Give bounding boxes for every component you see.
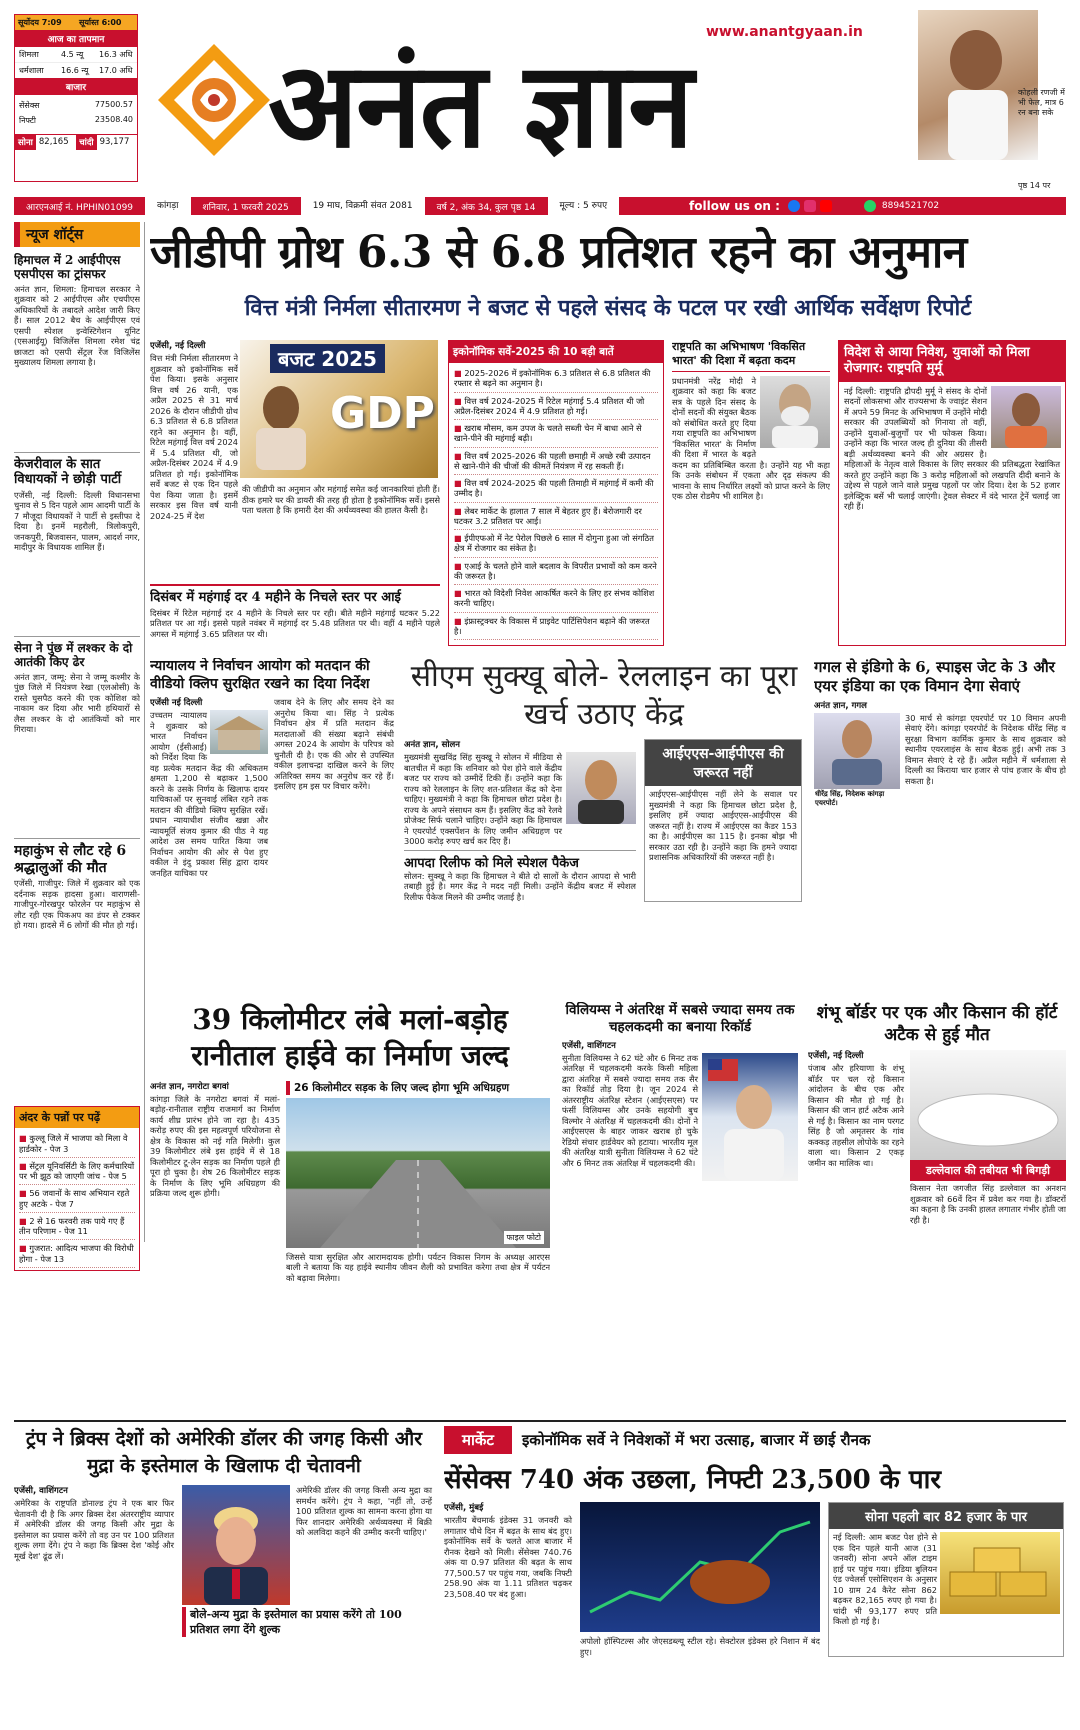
weather-market-box	[14, 14, 138, 182]
minister-portrait-icon	[246, 380, 316, 470]
short-item: महाकुंभ से लौट रहे 6 श्रद्धालुओं की मौत एजेंसी, गाजीपुर: जिले में शुक्रवार को एक दर्दनाक सड़क हादसा हुआ। वाराणसी-गाजीपुर-गोरखपुर फोरलेन पर महाकुंभ से लौट रही एक पिकअप का डंपर से टक्कर हो गया। हादसे में 6 लोगों की मौत हो गई।	[14, 838, 140, 1099]
market-row: निफ्टी 23508.40	[19, 115, 133, 125]
market-section: मार्केट इकोनॉमिक सर्वे ने निवेशकों में भरा उत्साह, बाजार में छाई रौनक सेंसेक्स 740 अंक उछला, निफ्टी 23,500 के पार एजेंसी, मुंबई भारतीय बेंचमार्क इंडेक्स 31 जनवरी को लगातार चौथे दिन में बढ़त के साथ बंद हुए। इकोनॉमिक सर्वे के चलते आज बाजार में रौनक देखने को मिली। सेंसेक्स 740.76 अंक या 0.97 प्रतिशत की बढ़त के साथ 77,500.57 पर पहुंच गया, जबकि निफ्टी 258.90 अंक या 1.11 प्रतिशत चढ़कर 23,508.40 पर बंद हुआ। अपोलो हॉस्पिटल्स और जेएसडब्ल्यू स्टील रहे। सेक्टोरल इंडेक्स हरे निशान में बंद हुए। सोना पहली बार 82 हजार के पार नई दिल्ली: आम बजट पेश होने से एक दिन पहले यानी आज (31 जनवरी) सोना अपने ऑल टाइम हाई पर पहुंच गया। इंडिया बुलियन एंड ज्वेलर्स एसोसिएशन के अनुसार 10 ग्राम 24 कैरेट सोना 862 बढ़कर 82,165 रुपए हो गया है। चांदी भी 93,177 रुपए प्रति किलो हो गई है।	[444, 1426, 1066, 1724]
survey-point: ■ खराब मौसम, कम उपज के चलते सब्जी चेन में बाधा आने से खाने-पीने की महंगाई बढ़ी।	[454, 420, 658, 448]
temp-title: आज का तापमान	[15, 30, 137, 47]
survey-point: ■ एआई के चलते होने वाले बदलाव के विपरीत प्रभावों को कम करने की जरूरत है।	[454, 558, 658, 586]
cm-portrait-icon	[566, 752, 636, 824]
budget-label: बजट 2025	[270, 344, 385, 373]
director-photo: धीरेंद्र सिंह, निदेशक कांगड़ा एयरपोर्ट।	[814, 713, 900, 799]
phone-number: 8894521702	[881, 201, 940, 211]
shambhu-story: शंभू बॉर्डर पर एक और किसान की हॉर्ट अटैक से हुई मौत एजेंसी, नई दिल्ली पंजाब और हरियाणा के शंभू बॉर्डर पर चल रहे किसान आंदोलन के बीच एक और किसान की मौत हो गई है। किसान की जान हार्ट अटैक आने से गई है। किसान का नाम परगट सिंह है जो अमृतसर के गांव कक्कड़ तहसील लोपोके का रहने वाला था। किसान 2 एकड़ जमीन का मालिक था। डल्लेवाल की तबीयत भी बिगड़ी किसान नेता जगजीत सिंह डल्लेवाल का अनशन शुक्रवार को 66वें दिन में प्रवेश कर गया है। डॉक्टरों का कहना है कि उनकी हालत लगातार गंभीर होती जा रही है।	[808, 1003, 1066, 1225]
covered-body-icon	[910, 1050, 1066, 1160]
sunset: सूर्यास्त 6:00	[79, 18, 122, 27]
follow-label: follow us on :	[689, 199, 780, 213]
ias-headline: आईएएस-आईपीएस की जरूरत नहीं	[645, 740, 801, 786]
survey-point: ■ वित्त वर्ष 2024-2025 की पहली तिमाही में महंगाई में कमी की उम्मीद है।	[454, 475, 658, 503]
instagram-icon[interactable]	[804, 200, 816, 212]
short-item: सेना ने पुंछ में लश्कर के दो आतंकी किए ढेर अनंत ज्ञान, जम्मू: सेना ने जम्मू कश्मीर के पुंछ जिले में नियंत्रण रेखा (एलओसी) के रास्ते घुसपैठ करने की एक कोशिश को नाकाम कर दिया और भारी हथियारों से लैस लश्कर के दो आतंकियों को मार गिराया।	[14, 636, 140, 832]
inflation-box: दिसंबर में महंगाई दर 4 महीने के निचले स्तर पर आई दिसंबर में रिटेल महंगाई दर 4 महीने के निचले स्तर पर रही। बीते महीने महंगाई घटकर 5.22 प्रतिशत पर आ गई। इससे पहले नवंबर में महंगाई दर 5.48 प्रतिशत पर थी। वहीं 4 महीने पहले अगस्त में महंगाई 3.65 प्रतिशत पर थी।	[150, 584, 440, 648]
promo-photo	[918, 10, 1038, 160]
cricketer-portrait-icon	[918, 10, 1038, 160]
president-story: राष्ट्रपति का अभिभाषण 'विकसित भारत' की दिशा में बढ़ता कदम प्रधानमंत्री नरेंद्र मोदी ने शुक्रवार को कहा कि बजट सत्र के पहले दिन संसद के दोनों सदनों की संयुक्त बैठक को संबोधित करते हुए दिया गया राष्ट्रपति का अभिभाषण 'विकसित भारत' के निर्माण की दिशा में भारत के बढ़ते कदम का प्रतिबिम्बित करता है। उन्होंने यह भी कहा कि उनके संबोधन में एकता और दृढ़ संकल्प की भावना के साथ निर्धारित लक्ष्यों को प्राप्त करने के लिए एक ठोस रोडमैप भी शामिल है।	[672, 340, 830, 501]
trump-photo	[182, 1485, 290, 1605]
court-building-icon	[210, 710, 268, 754]
gold-headline: सोना पहली बार 82 हजार के पार	[829, 1503, 1063, 1529]
inside-item: ■ 2 से 16 फरवरी तक पाये गए हैं तीन परिणाम - पेज 11	[19, 1213, 135, 1241]
astronaut-photo	[702, 1053, 798, 1181]
inside-item: ■ कुल्लू जिले में भाजपा को मिला वे हार्डकोर - पेज 3	[19, 1130, 135, 1158]
website-link[interactable]: www.anantgyaan.in	[706, 24, 863, 40]
promo-page: पृष्ठ 14 पर	[1018, 181, 1051, 190]
sukhu-photo	[566, 752, 636, 824]
survey-point: ■ वित्त वर्ष 2025-2026 की पहली छमाही में अच्छे रबी उत्पादन से खाने-पीने की चीजों की कीमतें नियंत्रण में रह सकती हैं।	[454, 448, 658, 476]
bull-market-icon	[580, 1502, 820, 1632]
williams-story: विलियम्स ने अंतरिक्ष में सबसे ज्यादा समय तक चहलकदमी का बनाया रिकॉर्ड एजेंसी, वाशिंगटन सुनीता विलियम्स ने 62 घंटे और 6 मिनट तक अंतरिक्ष में चहलकदमी करके किसी महिला द्वारा अंतरिक्ष में सबसे ज्यादा समय तक सैर का रिकॉर्ड तोड़ दिया है। जून 2024 से अंतरराष्ट्रीय अंतरिक्ष स्टेशन (आईएसएस) पर फंसीं विलियम्स और उनके सहयोगी बुच विल्मोर ने अंतरिक्ष में चहलकदमी की। दोनों ने आईएसएस के बाहर जाकर खराब हो चुके रेडियो संचार हार्डवेयर को हटाया। भारतीय मूल की अंतरिक्ष यात्री सुनीता विलियम्स ने 62 घंटे और 6 मिनट तक अंतरिक्ष में चहलकदमी की।	[562, 1002, 798, 1414]
info-bar	[14, 197, 1066, 215]
temp-row: धर्मशाला 16.6 न्यू 17.0 अधि	[19, 66, 133, 75]
temp-row: शिमला 4.5 न्यू 16.3 अधि	[15, 47, 137, 63]
section-rule	[14, 1420, 1066, 1422]
masthead-title: अनंत ज्ञान	[268, 35, 692, 174]
trump-pull-quote: बोले-अन्य मुद्रा के इस्तेमाल का प्रयास करेंगे तो 100 प्रतिशत लगा देंगे शुल्क	[182, 1607, 432, 1637]
rni-number: आरएनआई नं. HPHIN01099	[26, 202, 134, 213]
lead-subhead: वित्त मंत्री निर्मला सीतारमण ने बजट से पहले संसद के पटल पर रखी आर्थिक सर्वेक्षण रिपोर्ट	[244, 296, 972, 321]
supreme-court-photo	[210, 710, 268, 754]
shorts-title: न्यूज शॉर्ट्स	[14, 222, 140, 247]
survey-point: ■ वित्त वर्ष 2024-2025 में रिटेल महंगाई 5.4 प्रतिशत थी जो अप्रैल-दिसंबर 2024 में 4.9 प्रतिशत हो गई।	[454, 393, 658, 421]
modi-photo	[760, 376, 830, 448]
astronaut-portrait-icon	[702, 1053, 798, 1181]
gaggal-story: गगल से इंडिगो के 6, स्पाइस जेट के 3 और एयर इंडिया का एक विमान देगा सेवाएं अनंत ज्ञान, गगल धीरेंद्र सिंह, निदेशक कांगड़ा एयरपोर्ट। 30 मार्च से कांगड़ा एयरपोर्ट पर 10 विमान अपनी सेवाएं देंगे। कांगड़ा एयरपोर्ट के निदेशक धीरेंद्र सिंह व सुरक्षा विभाग कार्मिक कुमार के साथ शुक्रवार को स्थानीय एयरलाइंस के साथ बैठक हुई। अभी तक 3 विमान सेवाएं दे रहे हैं। अप्रैल महीने में धर्मशाला से दिल्ली का किराया चार हजार से पांच हजार के बीच हो सकता है।	[814, 658, 1066, 807]
inside-item: ■ 56 जवानों के साथ अभियान रहते हुए अटके - पेज 7	[19, 1185, 135, 1213]
price: मूल्य : 5 रुपए	[548, 197, 620, 215]
survey-title: इकोनॉमिक सर्वे-2025 की 10 बड़ी बातें	[449, 341, 663, 363]
lead-col2: की जीडीपी का अनुमान और महंगाई समेत कई जानकारियां होती हैं। ठीक हमारे घर की डायरी की तरह ही होता है इकोनॉमिक सर्वे। इससे पता चलता है कि हमारी देश की अर्थव्यवस्था की हालत कैसी है।	[242, 484, 440, 515]
survey-box	[448, 340, 664, 646]
market-tag: मार्केट	[444, 1426, 512, 1454]
sunrise: सूर्योदय 7:09	[18, 18, 62, 27]
inside-title: अंदर के पन्नों पर पढ़ें	[15, 1107, 139, 1128]
youtube-icon[interactable]	[820, 200, 832, 212]
lead-col1: एजेंसी, नई दिल्ली वित्त मंत्री निर्मला सीतारमण ने शुक्रवार को इकोनॉमिक सर्वे पेश किया। इसके अनुसार वित्त वर्ष 26 यानी, एक अप्रैल 2025 से 31 मार्च 2026 के दौरान जीडीपी ग्रोथ 6.3 प्रतिशत से 6.8 प्रतिशत रहने का अनुमान है। वहीं, रिटेल महंगाई वित्त वर्ष 2024 में 5.4 प्रतिशत थी, जो अप्रैल-दिसंबर 2024 में 4.9 प्रतिशत हो गई। इकोनॉमिक सर्वे बजट से एक दिन पहले पेश किया जाता है। इसमें सरकार इस वित्त वर्ष यानी 2024-25 में देश	[150, 341, 238, 521]
samvat: 19 माघ, विक्रमी संवत 2081	[301, 197, 425, 215]
gold-bars-image	[940, 1532, 1060, 1614]
sukhu-story: सीएम सुक्खू बोले- रेललाइन का पूरा खर्च उठाए केंद्र अनंत ज्ञान, सोलन मुख्यमंत्री सुखविंद्र सिंह सुक्खू ने सोलन में मीडिया से बातचीत में कहा कि शनिवार को पेश होने वाले केंद्रीय बजट पर राज्य को उम्मीदें टिकी हैं। उन्होंने कहा कि राज्य को रेललाइन के लिए शत-प्रतिशत केंद्र को देना चाहिए। मुख्यमंत्री ने कहा कि हिमाचल छोटा प्रदेश है। राज्य के अपने संसाधन कम हैं। इसलिए केंद्र को रेलवे प्रोजेक्ट सिर्फ चलाने चाहिए। उन्होंने कहा कि हिमाचल ने एयरपोर्ट एक्सपेंशन के लिए जमीन अधिग्रहण पर 3000 करोड़ रुपए खर्च कर दिए हैं। आपदा रिलीफ को मिले स्पेशल पैकेज सोलन: सुक्खू ने कहा कि हिमाचल ने बीते दो सालों के दौरान आपदा से भारी तबाही हुई है। मगर केंद्र ने मदद नहीं मिली। उन्होंने केंद्रीय बजट में स्पेशल रिलीफ पैकेज मिलने की उम्मीद जताई है। आईएएस-आईपीएस की जरूरत नहीं आईएएस-आईपीएस नहीं लेने के सवाल पर मुख्यमंत्री ने कहा कि हिमाचल छोटा प्रदेश है, इसलिए हमें ज्यादा आईएएस-आईपीएस की जरूरत नहीं है। राज्य में आईएएस का कैडर 153 का है। आईपीएस का 115 है। इनका बोझ भी सरकार उठा रही है। उन्होंने कहा कि हमने ज्यादा प्रशासनिक अधिकारियों की जरूरत नहीं है।	[404, 658, 804, 988]
inside-item: ■ सेंट्रल यूनिवर्सिटी के लिए कर्मचारियों पर भी झूठ को जाएगी जांच - पेज 5	[19, 1158, 135, 1186]
facebook-icon[interactable]	[788, 200, 800, 212]
gdp-label: GDP	[330, 388, 435, 439]
date: शनिवार, 1 फरवरी 2025	[202, 202, 289, 213]
diamond-logo-icon	[152, 38, 276, 162]
short-item: हिमाचल में 2 आईपीएस एसपीएस का ट्रांसफर अनंत ज्ञान, शिमला: हिमाचल सरकार ने शुक्रवार को 2 आईपीएस और एचपीएस अधिकारियों के तबादले आदेश जारी किए हैं। साल 2012 बैच के आईपीएस एवं एसपी स्पेशल इन्वेस्टिगेशन यूनिट (एसआईयू) विजिलेंस शिमला रमेश चंद्र छाजटा को एसपी सेंट्रल रेंज विजिलेंस मुख्यालय शिमला लगाया है।	[14, 253, 140, 368]
market-row: सेंसेक्स 77500.57	[19, 100, 133, 110]
trump-portrait-icon	[182, 1485, 290, 1605]
whatsapp-icon[interactable]	[864, 200, 876, 212]
highway-subhead: 26 किलोमीटर सड़क के लिए जल्द होगा भूमि अधिग्रहण	[286, 1081, 550, 1095]
survey-point: ■ 2025-2026 में इकोनॉमिक 6.3 प्रतिशत से 6.8 प्रतिशत की रफ्तार से बढ़ने का अनुमान है।	[454, 365, 658, 393]
survey-point: ■ ईपीएफओ में नेट पेरोल पिछले 6 साल में दोगुना हुआ जो संगठित क्षेत्र में रोजगार का संकेत है।	[454, 530, 658, 558]
farmer-photo	[910, 1050, 1066, 1160]
pm-portrait-icon	[760, 376, 830, 448]
market-headline: सेंसेक्स 740 अंक उछला, निफ्टी 23,500 के पार	[444, 1465, 941, 1495]
promo-caption: कोहली रणजी में भी फेल, मात्र 6 रन बना सके	[1018, 88, 1065, 117]
survey-point: ■ इंफ्रास्ट्रक्चर के विकास में प्राइवेट पार्टिसिपेशन बढ़ाने की जरूरत है।	[454, 613, 658, 641]
lead-headline: जीडीपी ग्रोथ 6.3 से 6.8 प्रतिशत रहने का अनुमान	[150, 227, 967, 278]
gold-silver-row: सोना 82,165 चांदी 93,177	[15, 134, 137, 150]
column-rule	[144, 222, 145, 1242]
photo-label: फाइल फोटो	[504, 1231, 544, 1244]
murmu-story: विदेश से आया निवेश, युवाओं को मिला रोजगार: राष्ट्रपति मुर्मू नई दिल्ली: राष्ट्रपति द्रौपदी मुर्मू ने संसद के दोनों सदनों लोकसभा और राज्यसभा के ज्वाइंट सेशन में अपने 59 मिनट के अभिभाषण में उन्होंने मोदी सरकार की उपलब्धियों को गिनाया तो वहीं, उन्होंने युवाओं-बुजुर्गों पर भी फोकस किया। उन्होंने कहा कि भारत जल्द ही दुनिया की तीसरी बड़ी अर्थव्यवस्था बनने की ओर अग्रसर है। महिलाओं के नेतृत्व वाले विकास के लिए सरकार की प्रतिबद्धता रेखांकित करते हुए उन्होंने कहा कि 3 करोड़ महिलाओं को लखपति दीदी बनाने के उद्देश्य से पहले जाने वाले प्रमुख पहलों पर जोर दिया। देश के 52 हजार इलेक्ट्रिक बसें भी चलाई जाएंगी। ट्रेवल सेक्टर में वंदे भारत ट्रेनें चलाई जा रही हैं।	[838, 340, 1066, 646]
trump-story: ट्रंप ने ब्रिक्स देशों को अमेरिकी डॉलर की जगह किसी और मुद्रा के इस्तेमाल के खिलाफ दी चेतावनी एजेंसी, वाशिंगटन अमेरिका के राष्ट्रपति डोनाल्ड ट्रंप ने एक बार फिर चेतावनी दी है कि अगर ब्रिक्स देश अंतरराष्ट्रीय व्यापार में अमेरिकी डॉलर की जगह किसी और मुद्रा के इस्तेमाल का प्रयास करेंगे तो वह उन पर 100 प्रतिशत शुल्क लगा देंगे। ट्रंप ने कहा कि ब्रिक्स देश 'कोई और मूर्ख देश' ढूंढ लें। अमेरिकी डॉलर की जगह किसी अन्य मुद्रा का समर्थन करेंगे। ट्रंप ने कहा, 'नहीं तो, उन्हें 100 प्रतिशत शुल्क का सामना करना होगा या फिर शानदार अमेरिकी अर्थव्यवस्था में बिक्री को अलविदा कहने की उम्मीद करनी चाहिए।' बोले-अन्य मुद्रा के इस्तेमाल का प्रयास करेंगे तो 100 प्रतिशत लगा देंगे शुल्क	[14, 1428, 432, 1637]
news-shorts-column	[14, 222, 140, 1435]
budget-gdp-image	[240, 340, 438, 478]
murmu-photo	[991, 386, 1061, 448]
market-title: बाजार	[15, 78, 137, 95]
bull-chart-image	[580, 1502, 820, 1632]
issue: वर्ष 2, अंक 34, कुल पृष्ठ 14	[436, 202, 536, 213]
dallewal-subhead: डल्लेवाल की तबीयत भी बिगड़ी	[910, 1160, 1066, 1181]
gold-bars-icon	[940, 1532, 1060, 1614]
road-illustration-icon	[286, 1098, 550, 1248]
survey-point: ■ लेबर मार्केट के हालात 7 साल में बेहतर हुए हैं। बेरोजगारी दर घटकर 3.2 प्रतिशत पर आई।	[454, 503, 658, 531]
place: कांगड़ा	[145, 197, 190, 215]
logo-emblem	[152, 38, 276, 162]
director-portrait-icon	[814, 713, 900, 785]
inside-pages-box	[14, 1106, 140, 1271]
survey-point: ■ भारत को विदेशी निवेश आकर्षित करने के लिए हर संभव कोशिश करनी चाहिए।	[454, 585, 658, 613]
president-portrait-icon	[991, 386, 1061, 448]
court-story: न्यायालय ने निर्वाचन आयोग को मतदान की वीडियो क्लिप सुरक्षित रखने का दिया निर्देश एजेंसी नई दिल्ली उच्चतम न्यायालय ने शुक्रवार को भारत निर्वाचन आयोग (ईसीआई) को निर्देश दिया कि वह प्रत्येक मतदान केंद्र की अधिकतम क्षमता 1,200 से बढ़ाकर 1,500 करने के उसके निर्णय के खिलाफ दायर याचिकाओं पर सुनवाई लंबित रहने तक मतदान की वीडियो क्लिप सुरक्षित रखें। प्रधान न्यायाधीश संजीव खन्ना और न्यायमूर्ति संजय कुमार की पीठ ने यह आदेश उस समय पारित किया जब निर्वाचन आयोग की ओर से पेश हुए वकील ने इंदु प्रकाश सिंह द्वारा दायर जनहित याचिका पर जवाब देने के लिए और समय देने का अनुरोध किया था। सिंह ने प्रत्येक निर्वाचन क्षेत्र में प्रति मतदान केंद्र मतदाताओं की संख्या बढ़ाने संबंधी अगस्त 2024 के आयोग के परिपत्र को चुनौती दी है। एक की ओर से उपस्थित वकील इलाचन्द्रा दाखिल करने के लिए अतिरिक्त समय का अनुरोध कर रहे हैं। इसलिए हम इस पर विचार करेंगे।	[150, 658, 394, 878]
highway-story: 39 किलोमीटर लंबे मलां-बड़ोह रानीताल हाईवे का निर्माण जल्द अनंत ज्ञान, नगरोटा बगवां कांगड़ा जिले के नगरोटा बगवां में मलां-बड़ोह-रानीताल राष्ट्रीय राजमार्ग का निर्माण कार्य शीघ्र प्रारंभ होने जा रहा है। 435 करोड़ रुपए की इस महत्वपूर्ण परियोजना से क्षेत्र के विकास को नई गति मिलेगी। कुल 39 किलोमीटर लंबे इस हाईवे में से 18 किलोमीटर टू-लेन सड़क का निर्माण पहले ही पूरा हो चुका है। शेष 26 किलोमीटर सड़क के निर्माण के लिए भूमि अधिग्रहण की प्रक्रिया जल्द शुरू होगी। 26 किलोमीटर सड़क के लिए जल्द होगा भूमि अधिग्रहण फाइल फोटो जिससे यात्रा सुरक्षित और आरामदायक होगी। पर्यटन विकास निगम के अध्यक्ष आरएस बाली ने बताया कि यह हाईवे स्थानीय जीवन शैली को प्रभावित करेगा तथा क्षेत्र में पर्यटन को बढ़ावा मिलेगा।	[150, 1003, 550, 1283]
short-item: केजरीवाल के सात विधायकों ने छोड़ी पार्टी एजेंसी, नई दिल्ली: दिल्ली विधानसभा चुनाव से 5 दिन पहले आम आदमी पार्टी के 7 मौजूदा विधायकों ने पार्टी से इस्तीफा दे दिया है। इनमें महरौली, त्रिलोकपुरी, जनकपुरी, बिजवासन, पालम, आदर्श नगर, मादीपुर के विधायक शामिल हैं।	[14, 452, 140, 630]
highway-photo	[286, 1098, 550, 1248]
market-top-line: इकोनॉमिक सर्वे ने निवेशकों में भरा उत्साह, बाजार में छाई रौनक	[521, 1431, 871, 1449]
inside-item: ■ गुजरात: आदित्य भाजपा की विरोधी होगा - पेज 13	[19, 1240, 135, 1268]
